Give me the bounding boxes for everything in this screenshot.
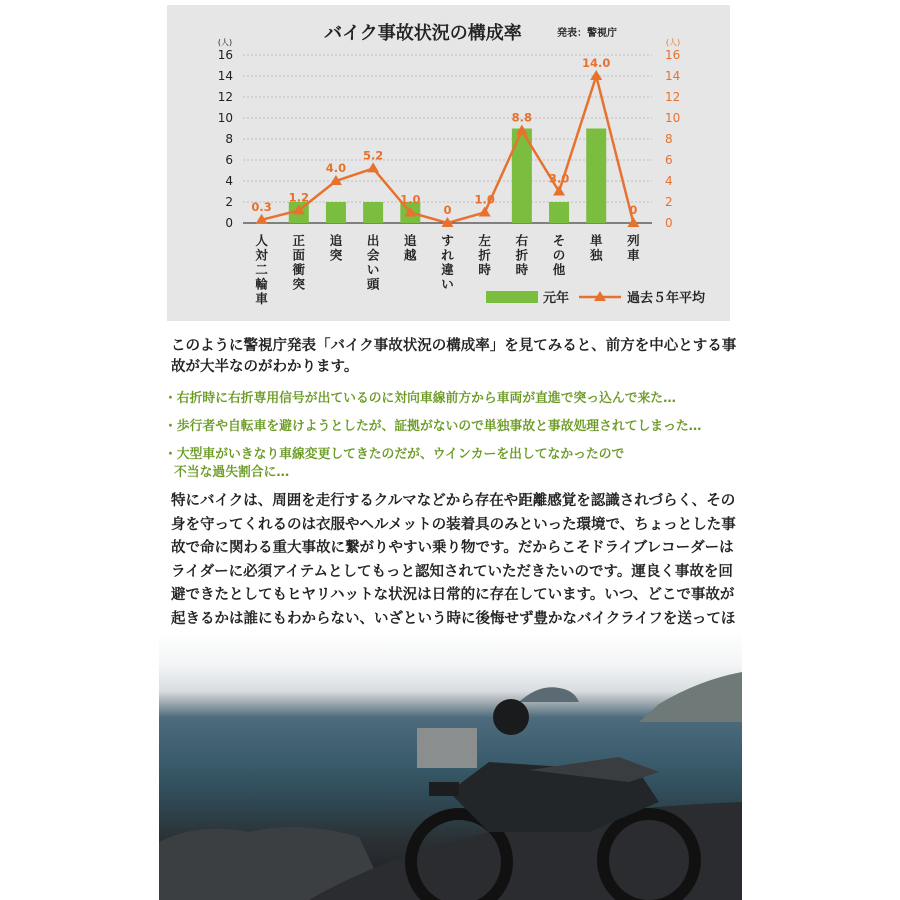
distant-island xyxy=(519,687,579,702)
data-label: 1.0 xyxy=(474,192,495,207)
data-label: 3.0 xyxy=(548,171,570,186)
y-tick-right: 0 xyxy=(665,216,673,230)
y-tick-left: 12 xyxy=(217,90,233,104)
y-tick-left: 2 xyxy=(225,195,233,209)
y-unit-left: (人) xyxy=(217,38,233,47)
data-label: 0.3 xyxy=(251,199,272,214)
y-unit-right: (人) xyxy=(665,38,681,47)
y-tick-left: 10 xyxy=(217,111,233,125)
accident-chart xyxy=(167,5,730,321)
line-point xyxy=(627,217,639,227)
data-label: 14.0 xyxy=(582,56,611,70)
seawall xyxy=(417,728,477,768)
y-tick-left: 0 xyxy=(225,216,233,230)
chart-source: 発表：警視庁 xyxy=(557,28,617,39)
x-tick-label: 追越 xyxy=(404,233,417,263)
example-item: ・大型車がいきなり車線変更してきたのだが、ウインカーを出してなかったので 不当な過失割合に… xyxy=(164,447,625,480)
y-tick-right: 6 xyxy=(665,153,673,167)
x-tick-label: 列車 xyxy=(627,233,640,263)
x-tick-label: 追突 xyxy=(329,233,343,263)
data-label: 0 xyxy=(629,203,638,217)
motorcycle-seaside-photo xyxy=(159,632,742,900)
x-tick-label: 出会い頭 xyxy=(366,233,380,292)
line-point xyxy=(367,162,379,172)
y-tick-left: 16 xyxy=(217,48,233,62)
accident-examples xyxy=(164,390,754,492)
x-tick-label: 人対二輪車 xyxy=(255,233,268,306)
legend-bar-label: 元年 xyxy=(543,291,570,306)
line-point xyxy=(590,70,602,80)
example-item: ・歩行者や自転車を避けようとしたが、証拠がないので単独事故と事故処理されてしまった… xyxy=(164,419,702,434)
line-point xyxy=(479,207,491,217)
intro-text: このように警視庁発表「バイク事故状況の構成率」を見てみると、前方を中心とする事故が大半なのがわかります。 xyxy=(171,338,737,375)
y-tick-right: 8 xyxy=(665,132,673,146)
data-label: 1.2 xyxy=(288,190,309,205)
bar xyxy=(586,129,606,224)
example-item: ・右折時に右折専用信号が出ているのに対向車線前方から車両が直進で突っ込んで来た… xyxy=(164,391,676,406)
x-tick-label: 単独 xyxy=(589,233,603,263)
x-tick-label: その他 xyxy=(552,233,566,277)
chart-canvas xyxy=(167,5,730,321)
y-tick-right: 4 xyxy=(665,174,673,188)
legend-line-label: 過去５年平均 xyxy=(627,291,706,306)
y-tick-left: 8 xyxy=(225,132,233,146)
bar xyxy=(326,202,346,223)
bar xyxy=(549,202,569,223)
y-tick-left: 4 xyxy=(225,174,233,188)
data-label: 8.8 xyxy=(511,110,533,125)
x-tick-label: すれ違い xyxy=(441,233,454,292)
y-tick-left: 6 xyxy=(225,153,233,167)
y-tick-left: 14 xyxy=(217,69,233,83)
line-series xyxy=(262,76,634,223)
y-tick-right: 14 xyxy=(665,69,681,83)
data-label: 4.0 xyxy=(325,161,347,175)
x-tick-label: 正面衝突 xyxy=(292,233,306,292)
x-tick-label: 右折時 xyxy=(515,233,529,277)
y-tick-right: 10 xyxy=(665,111,681,125)
chart-title: バイク事故状況の構成率 xyxy=(324,23,522,44)
body-text: 特にバイクは、周囲を走行するクルマなどから存在や距離感覚を認識されづらく、その身を守ってくれるのは衣服やヘルメットの装着具のみといった環境で、ちょっとした事故で命に関わる重大事故に繋がりやすい乗り物です。だからこそドライブレコーダーはライダーに必須アイテムとしてもっと認知されていただきたいのです。運良く事故を回避できたとしてもヒヤリハットな状況は日常的に存在しています。いつ、どこで事故が起きるかは誰にもわからない、いざという時に後悔せず豊かなバイクライフを送ってほ xyxy=(171,493,736,627)
legend-bar-swatch xyxy=(486,291,538,303)
coastline-hills xyxy=(639,672,742,722)
y-tick-right: 16 xyxy=(665,48,681,62)
data-label: 5.2 xyxy=(362,148,384,163)
y-tick-right: 2 xyxy=(665,195,673,209)
data-label: 0 xyxy=(443,203,452,217)
bar xyxy=(363,202,383,223)
y-tick-right: 12 xyxy=(665,90,681,104)
data-label: 1.0 xyxy=(400,192,421,207)
x-tick-label: 左折時 xyxy=(478,233,491,277)
